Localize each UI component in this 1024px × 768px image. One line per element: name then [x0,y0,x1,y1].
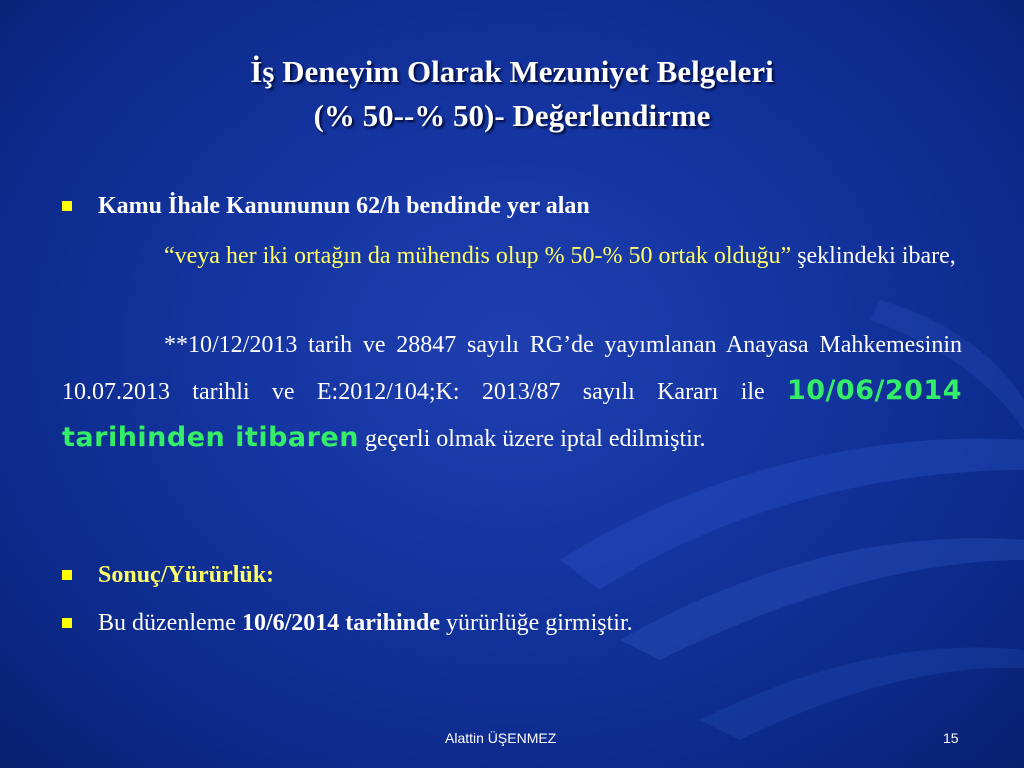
highlight-date: 10/06/2014 tarihinden itibaren [62,375,962,453]
bullet-1-text: Kamu İhale Kanununun 62/h bendinde yer alan [98,193,590,219]
court-decision-end: geçerli olmak üzere iptal edilmiştir. [358,426,706,452]
square-bullet-icon [62,201,72,211]
paragraph-quote [62,234,962,279]
bullet-3-text: Bu düzenleme 10/6/2014 tarihinde yürürlüğe girmiştir. [98,610,633,636]
title-line-2: (% 50--% 50)- Değerlendirme [313,98,711,133]
bullet-2-heading: Sonuç/Yürürlük: [98,562,275,588]
title-line-1: İş Deneyim Olarak Mezuniyet Belgeleri [250,54,774,89]
quote-suffix: şeklindeki ibare, [791,243,956,269]
paragraph-court-decision [62,323,962,462]
footer-author: Alattin ÜŞENMEZ [445,730,557,746]
square-bullet-icon [62,618,72,628]
slide-title [80,50,944,138]
bullet-item-1 [62,191,590,221]
quoted-phrase: “veya her iki ortağın da mühendis olup % 50-% 50 ortak olduğu” [164,243,792,269]
effective-date: 10/6/2014 tarihinde [241,610,440,636]
bullet-item-3 [62,608,633,638]
court-decision-text: **10/12/2013 tarih ve 28847 sayılı RG’de yayımlanan Anayasa Mahkemesinin 10.07.2013 tarihli ve E:2012/104;K: 2013/87 sayılı Kararı ile [62,332,962,405]
footer-page-number: 15 [943,730,959,746]
bullet-item-2 [62,560,274,590]
square-bullet-icon [62,570,72,580]
